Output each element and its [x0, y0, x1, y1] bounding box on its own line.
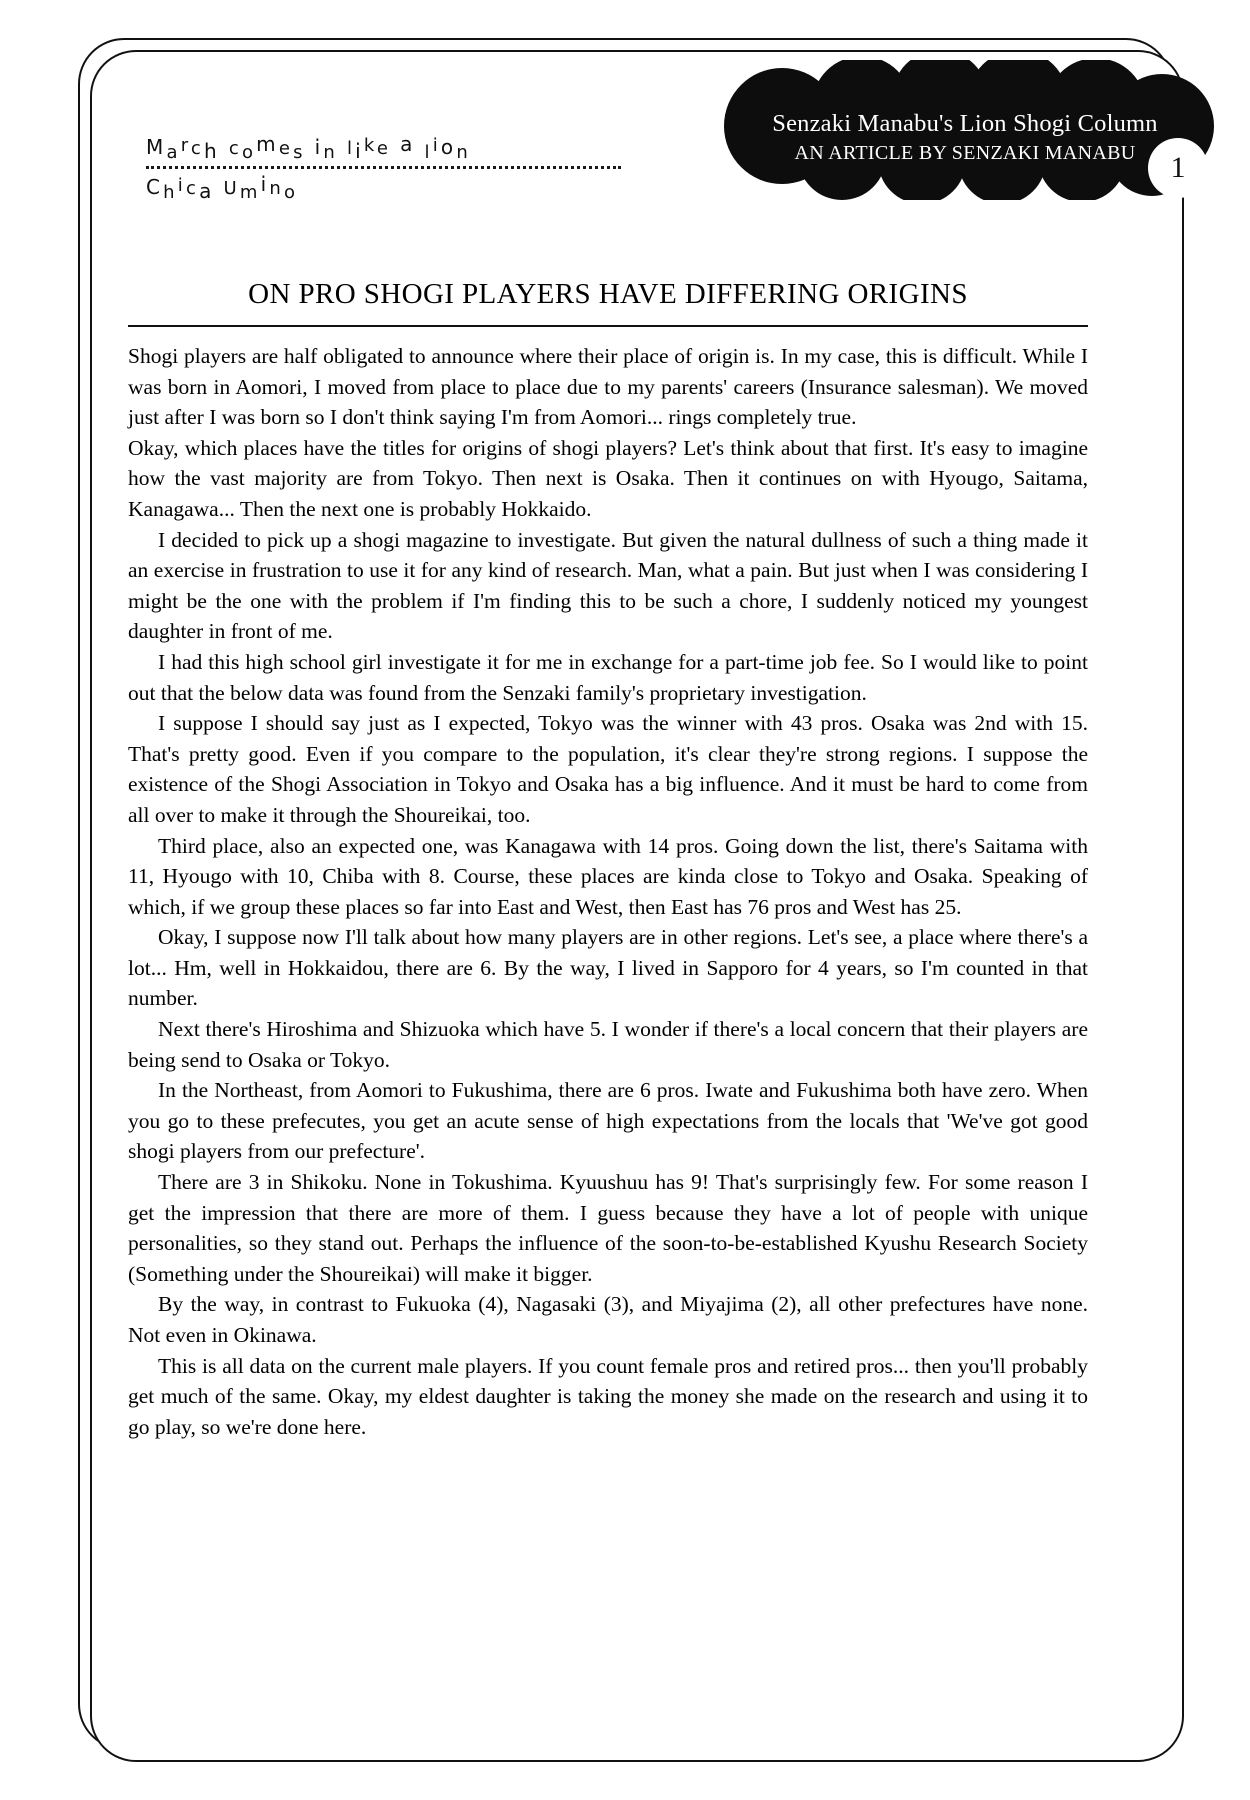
paragraph: Third place, also an expected one, was Kanagawa with 14 pros. Going down the list, there's Saitama with 11, Hyougo with 10, Chiba with 8. Course, these places are kinda close to Tokyo and Osaka. Speaking of which, if we group these places so far into East and West, then East has 76 pros and West has 25.: [128, 833, 1088, 919]
paragraph: There are 3 in Shikoku. None in Tokushima. Kyuushuu has 9! That's surprisingly few. For some reason I get the impression that there are more of them. I guess because they have a lot of people with unique personalities, so they stand out. Perhaps the influence of the soon-to-be-established Kyushu Research Society (Something under the Shoureikai) will make it bigger.: [128, 1170, 1088, 1286]
paragraph: I had this high school girl investigate it for me in exchange for a part-time job fee. So I would like to point out that the below data was found from the Senzaki family's proprietary investigation.: [128, 649, 1088, 705]
paragraph: This is all data on the current male players. If you count female pros and retired pros... then you'll probably get much of the same. Okay, my eldest daughter is taking the money she made on the research and using it to go play, so we're done here.: [128, 1353, 1088, 1439]
paragraph: Okay, I suppose now I'll talk about how many players are in other regions. Let's see, a place where there's a lot... Hm, well in Hokkaidou, there are 6. By the way, I lived in Sapporo for 4 years, so I'm counted in that number.: [128, 925, 1088, 1011]
paragraph: In the Northeast, from Aomori to Fukushima, there are 6 pros. Iwate and Fukushima both have zero. When you go to these prefecutes, you get an acute sense of high expectations from the locals that 'We've got good shogi players from our prefecture'.: [128, 1078, 1088, 1164]
page-number-badge: 1: [1148, 138, 1208, 198]
author-name: Chica Umino: [146, 172, 299, 203]
paragraph: Next there's Hiroshima and Shizuoka which have 5. I wonder if there's a local concern that their players are being send to Osaka or Tokyo.: [128, 1017, 1088, 1072]
running-head: [146, 132, 666, 203]
dotted-divider: [146, 166, 621, 169]
series-title: March comes in like a lion: [146, 132, 471, 163]
article-title: ON PRO SHOGI PLAYERS HAVE DIFFERING ORIGINS: [128, 278, 1088, 327]
column-subtitle: AN ARTICLE BY SENZAKI MANABU: [794, 142, 1136, 164]
paragraph: Shogi players are half obligated to announce where their place of origin is. In my case, this is difficult. While I was born in Aomori, I moved from place to place due to my parents' careers (Insurance salesman). We moved just after I was born so I don't think saying I'm from Aomori... rings completely true.: [128, 344, 1088, 430]
cloud-shape-icon: [722, 60, 1222, 200]
column-header-cloud: [722, 60, 1222, 200]
paragraph: By the way, in contrast to Fukuoka (4), Nagasaki (3), and Miyajima (2), all other prefectures have none. Not even in Okinawa.: [128, 1292, 1088, 1347]
article: [128, 278, 1088, 1442]
paragraph: Okay, which places have the titles for origins of shogi players? Let's think about that first. It's easy to imagine how the vast majority are from Tokyo. Then next is Osaka. Then it continues on with Hyougo, Saitama, Kanagawa... Then the next one is probably Hokkaido.: [128, 435, 1088, 521]
article-body: [128, 341, 1088, 1442]
paragraph: I decided to pick up a shogi magazine to investigate. But given the natural dullness of such a thing made it an exercise in frustration to use it for any kind of research. Man, what a pain. But just when I was considering I might be the one with the problem if I'm finding this to be such a chore, I suddenly noticed my youngest daughter in front of me.: [128, 527, 1088, 644]
paragraph: I suppose I should say just as I expected, Tokyo was the winner with 43 pros. Osaka was 2nd with 15. That's pretty good. Even if you compare to the population, it's clear they're strong regions. I suppose the existence of the Shogi Association in Tokyo and Osaka has a big influence. And it must be hard to come from all over to make it through the Shoureikai, too.: [128, 711, 1088, 827]
column-title: Senzaki Manabu's Lion Shogi Column: [772, 110, 1158, 137]
